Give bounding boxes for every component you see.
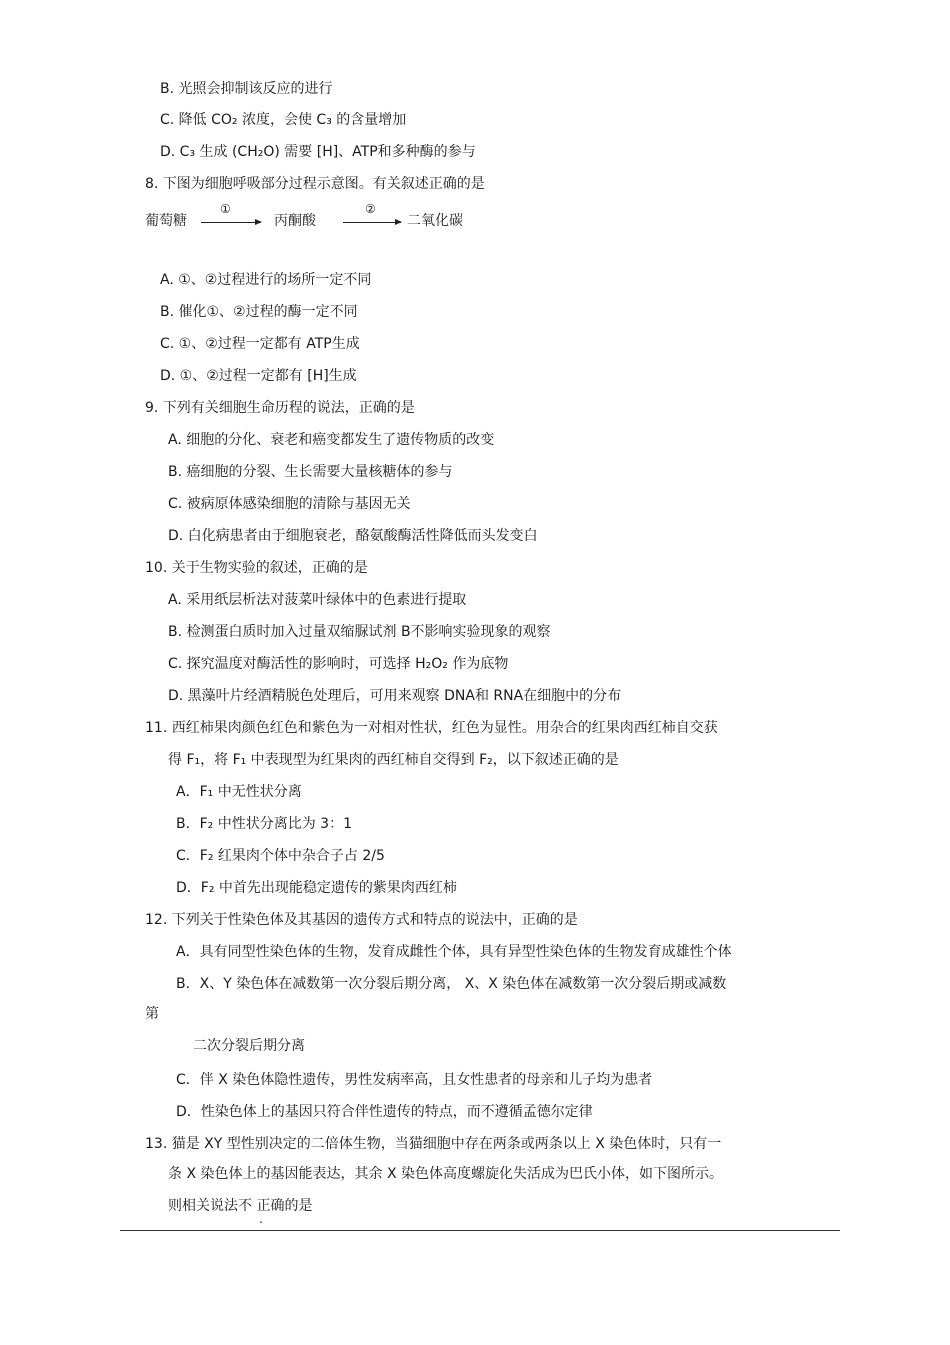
text-line: B. 光照会抑制该反应的进行 xyxy=(160,81,333,97)
text-line: 10. 关于生物实验的叙述，正确的是 xyxy=(145,560,368,576)
arrow-2 xyxy=(343,222,401,223)
text-line: D．F₂ 中首先出现能稳定遗传的紫果肉西红柿 xyxy=(176,880,457,896)
footer-dot: . xyxy=(259,1212,263,1226)
co2-label: 二氧化碳 xyxy=(407,213,463,229)
text-line: 条 X 染色体上的基因能表达，其余 X 染色体高度螺旋化失活成为巴氏小体，如下图所示。 xyxy=(168,1166,723,1182)
text-line: 9. 下列有关细胞生命历程的说法，正确的是 xyxy=(145,400,415,416)
text-line: 得 F₁，将 F₁ 中表现型为红果肉的西红柿自交得到 F₂，以下叙述正确的是 xyxy=(168,752,619,768)
text-line: D. C₃ 生成 (CH₂O) 需要 [H]、ATP和多种酶的参与 xyxy=(160,144,476,160)
text-line: A. 细胞的分化、衰老和癌变都发生了遗传物质的改变 xyxy=(168,432,495,448)
text-line: 二次分裂后期分离 xyxy=(193,1038,305,1054)
text-line: C．F₂ 红果肉个体中杂合子占 2/5 xyxy=(176,848,385,864)
text-line: B．X、Y 染色体在减数第一次分裂后期分离， X、X 染色体在减数第一次分裂后期或减数 xyxy=(176,976,727,992)
text-line: C. ①、②过程一定都有 ATP生成 xyxy=(160,336,360,352)
text-line: 8. 下图为细胞呼吸部分过程示意图。有关叙述正确的是 xyxy=(145,176,485,192)
text-line: C．伴 X 染色体隐性遗传，男性发病率高，且女性患者的母亲和儿子均为患者 xyxy=(176,1072,653,1088)
text-line: B．F₂ 中性状分离比为 3：1 xyxy=(176,816,352,832)
text-line: A．F₁ 中无性状分离 xyxy=(176,784,302,800)
arrow-1 xyxy=(201,222,261,223)
text-line: C. 探究温度对酶活性的影响时，可选择 H₂O₂ 作为底物 xyxy=(168,656,509,672)
text-line: B. 检测蛋白质时加入过量双缩脲试剂 B不影响实验现象的观察 xyxy=(168,624,551,640)
text-line: 13. 猫是 XY 型性别决定的二倍体生物，当猫细胞中存在两条或两条以上 X 染色体时，只有一 xyxy=(145,1136,722,1152)
text-line: A. ①、②过程进行的场所一定不同 xyxy=(160,272,372,288)
pyruvate-label: 丙酮酸 xyxy=(274,213,316,229)
text-line: A. 采用纸层析法对菠菜叶绿体中的色素进行提取 xyxy=(168,592,467,608)
text-line: C. 降低 CO₂ 浓度，会使 C₃ 的含量增加 xyxy=(160,112,407,128)
respiration-diagram xyxy=(143,203,483,233)
text-line: 11. 西红柿果肉颜色红色和紫色为一对相对性状，红色为显性。用杂合的红果肉西红柿自交获 xyxy=(145,720,718,736)
text-line: 第 xyxy=(145,1006,159,1022)
text-line: 12. 下列关于性染色体及其基因的遗传方式和特点的说法中，正确的是 xyxy=(145,912,578,928)
step-2-label: ② xyxy=(365,202,376,216)
text-line: D．性染色体上的基因只符合伴性遗传的特点，而不遵循孟德尔定律 xyxy=(176,1104,593,1120)
text-line: D. 黑藻叶片经酒精脱色处理后，可用来观察 DNA和 RNA在细胞中的分布 xyxy=(168,688,622,704)
text-line: 则相关说法不 正确的是 xyxy=(168,1198,313,1214)
text-line: B. 催化①、②过程的酶一定不同 xyxy=(160,304,358,320)
text-line: C. 被病原体感染细胞的清除与基因无关 xyxy=(168,496,411,512)
footer-rule xyxy=(120,1230,840,1231)
text-line: A．具有同型性染色体的生物，发育成雌性个体，具有异型性染色体的生物发育成雄性个体 xyxy=(176,944,732,960)
step-1-label: ① xyxy=(220,202,231,216)
text-line: D. 白化病患者由于细胞衰老，酪氨酸酶活性降低而头发变白 xyxy=(168,528,538,544)
text-line: D. ①、②过程一定都有 [H]生成 xyxy=(160,368,357,384)
glucose-label: 葡萄糖 xyxy=(145,213,187,229)
text-line: B. 癌细胞的分裂、生长需要大量核糖体的参与 xyxy=(168,464,453,480)
